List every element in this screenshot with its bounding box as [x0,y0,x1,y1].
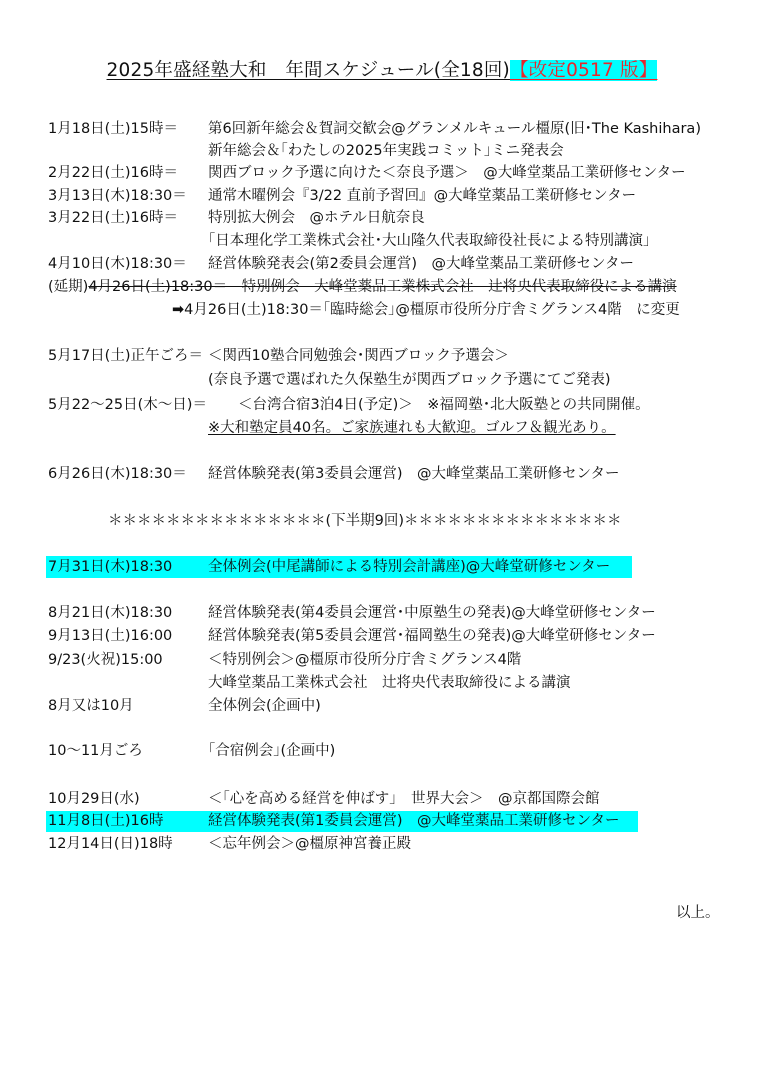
entry-date: 5月17日(土)正午ごろ＝ [48,348,203,364]
entry-text: ＜台湾合宿3泊4日(予定)＞ ※福岡塾･北大阪塾との共同開催。 [238,397,650,413]
entry-text: 経営体験発表(第4委員会運営･中原塾生の発表)@大峰堂研修センター [208,605,656,621]
change-text: 4月26日(土)18:30＝｢臨時総会｣@橿原市役所分庁舎ミグランス4階 に変更 [184,302,680,318]
entry-text: 特別拡大例会 @ホテル日航奈良 [208,210,425,226]
entry-text: 経営体験発表(第5委員会運営･福岡塾生の発表)@大峰堂研修センター [208,628,656,644]
entry-text: 経営体験発表会(第2委員会運営) @大峰堂薬品工業研修センター [208,256,634,272]
entry-text: 新年総会＆｢わたしの2025年実践コミット｣ミニ発表会 [208,143,564,159]
entry-text: 関西ブロック予選に向けた＜奈良予選＞ @大峰堂薬品工業研修センター [208,165,686,181]
entry-text: 全体例会(企画中) [208,698,321,714]
postponed-label: (延期) [48,279,89,295]
entry-text: (奈良予選で選ばれた久保塾生が関西ブロック予選にてご発表) [208,372,611,388]
entry-text: 第6回新年総会＆賀詞交歓会@グランメルキュール橿原(旧･The Kashihara) [208,121,701,137]
cancelled-event: 4月26日(土)18:30＝ 特別例会 大峰堂薬品工業株式会社 辻将央代表取締役による講演 [88,279,677,295]
entry-text: ＜忘年例会＞@橿原神宮養正殿 [208,836,411,852]
entry-text: ＜｢心を高める経営を伸ばす｣ 世界大会＞ @京都国際会館 [208,791,600,807]
entry-text: ｢合宿例会｣(企画中) [208,743,336,759]
entry-date: 4月10日(木)18:30＝ [48,256,187,272]
closing-text: 以上。 [676,905,720,921]
entry-text: 大峰堂薬品工業株式会社 辻将央代表取締役による講演 [208,675,571,691]
entry-date: 6月26日(木)18:30＝ [48,466,187,482]
entry-date: 10～11月ごろ [48,743,143,759]
arrow-right-icon: ➡ [172,302,185,318]
entry-text: 経営体験発表(第1委員会運営) @大峰堂薬品工業研修センター [208,813,620,829]
entry-date: 9/23(火祝)15:00 [48,652,163,668]
entry-note: ※大和塾定員40名。ご家族連れも大歓迎。ゴルフ＆観光あり。 [208,420,616,436]
entry-date: 5月22～25日(木～日)＝ [48,397,207,413]
change-notice [172,300,680,320]
entry-date: 10月29日(水) [48,791,140,807]
entry-text: 経営体験発表(第3委員会運営) @大峰堂薬品工業研修センター [208,466,620,482]
entry-date: 1月18日(土)15時＝ [48,121,178,137]
title-main: 2025年盛経塾大和 年間スケジュール(全18回) [106,60,510,81]
entry-date: 8月21日(木)18:30 [48,605,173,621]
entry-date: 8月又は10月 [48,698,134,714]
entry-text: ｢日本理化学工業株式会社･大山隆久代表取締役社長による特別講演｣ [208,233,651,249]
entry-date: 2月22日(土)16時＝ [48,165,178,181]
entry-date: 9月13日(土)16:00 [48,628,173,644]
entry-date: 7月31日(木)18:30 [48,559,173,575]
entry-text: ＜関西10塾合同勉強会･関西ブロック予選会＞ [208,348,509,364]
revision-badge: 【改定0517 版】 [509,60,658,81]
entry-date: 3月22日(土)16時＝ [48,210,178,226]
entry-date: 11月8日(土)16時 [48,813,164,829]
entry-text: ＜特別例会＞@橿原市役所分庁舎ミグランス4階 [208,652,522,668]
entry-text: 通常木曜例会『3/22 直前予習回』@大峰堂薬品工業研修センター [208,188,637,204]
second-half-divider: ＊＊＊＊＊＊＊＊＊＊＊＊＊＊＊(下半期9回)＊＊＊＊＊＊＊＊＊＊＊＊＊＊＊ [108,513,622,529]
entry-text: 全体例会(中尾講師による特別会計講座)@大峰堂研修センター [208,559,611,575]
document-title [0,56,764,82]
postponed-entry [48,277,677,297]
entry-date: 12月14日(日)18時 [48,836,173,852]
entry-date: 3月13日(木)18:30＝ [48,188,187,204]
